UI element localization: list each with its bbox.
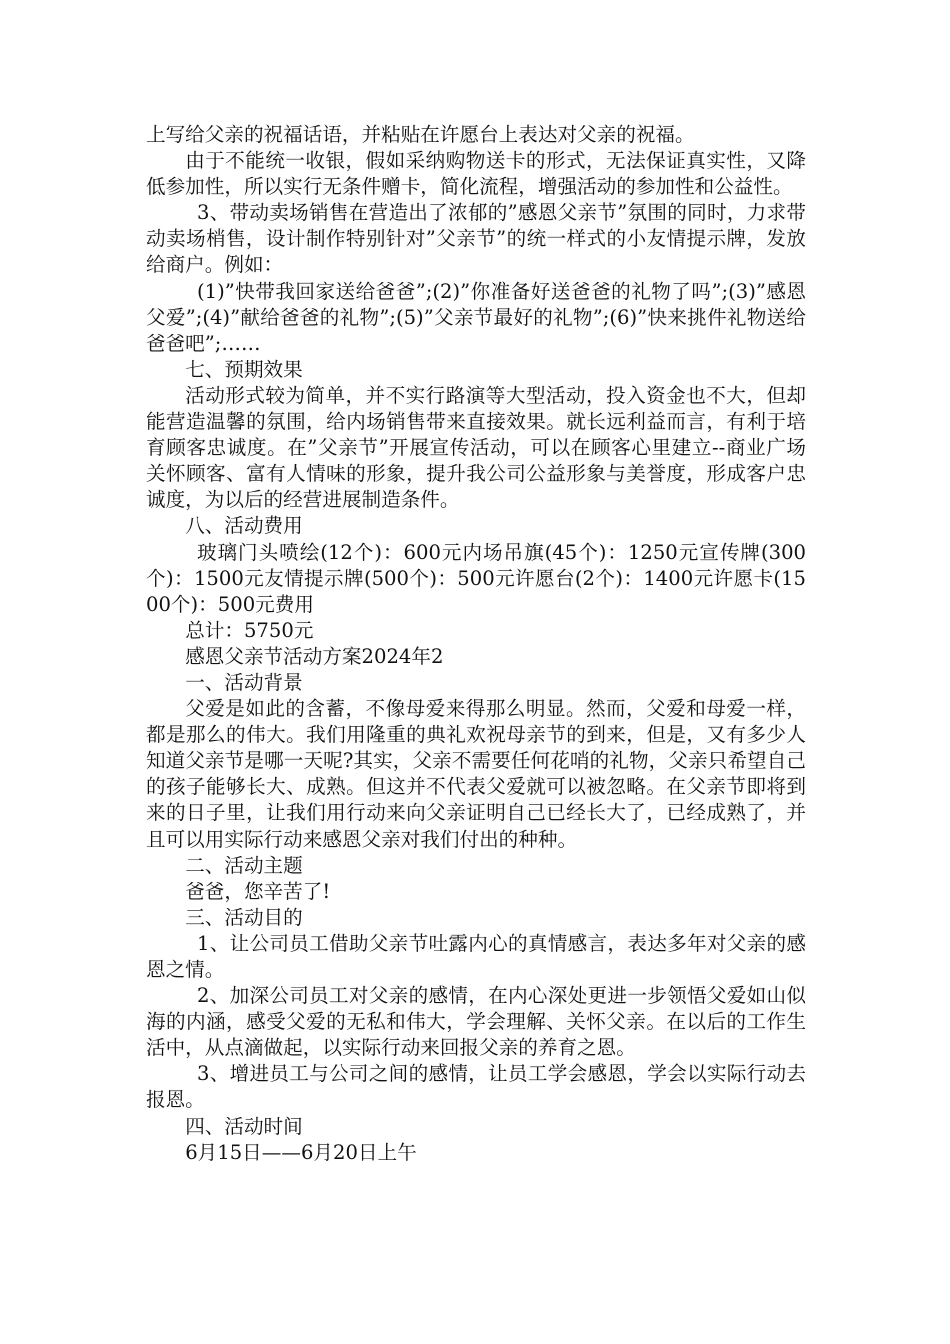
document-page — [146, 122, 806, 1166]
paragraph-background: 父爱是如此的含蓄，不像母爱来得那么明显。然而，父爱和母爱一样，都是那么的伟大。我们用隆重的典礼欢祝母亲节的到来，但是，又有多少人知道父亲节是哪一天呢?其实，父亲不需要任何花哨的礼物，父亲只希望自己的孩子能够长大、成熟。但这并不代表父爱就可以被忽略。在父亲节即将到来的日子里，让我们用行动来向父亲证明自己已经长大了，已经成熟了，并且可以用实际行动来感恩父亲对我们付出的种种。 — [146, 697, 806, 851]
heading-theme: 二、活动主题 — [185, 853, 303, 877]
heading-background: 一、活动背景 — [185, 670, 303, 694]
section-title-plan-2: 感恩父亲节活动方案2024年2 — [185, 644, 444, 668]
paragraph-purpose-1: 1、让公司员工借助父亲节吐露内心的真情感言，表达多年对父亲的感恩之情。 — [146, 931, 806, 981]
paragraph-slogan-examples: (1)”快带我回家送给爸爸”;(2)”你准备好送爸爸的礼物了吗”;(3)”感恩父爱”;(4)”献给爸爸的礼物”;(5)”父亲节最好的礼物”;(6)”快来挑件礼物送给爸爸吧”;…… — [146, 279, 806, 355]
paragraph-expected-effect: 活动形式较为简单，并不实行路演等大型活动，投入资金也不大，但却能营造温馨的氛围，给内场销售带来直接效果。就长远利益而言，有利于培育顾客忠诚度。在”父亲节”开展宣传活动，可以在顾客心里建立--商业广场关怀顾客、富有人情味的形象，提升我公司公益形象与美誉度，形成客户忠诚度，为以后的经营进展制造条件。 — [146, 383, 806, 512]
paragraph-cost-items: 玻璃门头喷绘(12个)：600元内场吊旗(45个)：1250元宣传牌(300个)：1500元友情提示牌(500个)：500元许愿台(2个)：1400元许愿卡(1500个)：500元费用 — [146, 540, 806, 616]
paragraph-theme: 爸爸，您辛苦了! — [185, 879, 331, 903]
paragraph-drive-sales: 3、带动卖场销售在营造出了浓郁的”感恩父亲节”氛围的同时，力求带动卖场梢售，设计制作特别针对”父亲节”的统一样式的小友情提示牌，发放给商户。例如： — [146, 201, 806, 277]
heading-activity-time: 四、活动时间 — [185, 1114, 303, 1138]
heading-purpose: 三、活动目的 — [185, 905, 303, 929]
paragraph-wish-cards: 上写给父亲的祝福话语，并粘贴在许愿台上表达对父亲的祝福。 — [146, 123, 695, 146]
paragraph-purpose-3: 3、增进员工与公司之间的感情，让员工学会感恩，学会以实际行动去报恩。 — [146, 1062, 806, 1112]
paragraph-free-card: 由于不能统一收银，假如采纳购物送卡的形式，无法保证真实性，又降低参加性，所以实行无条件赠卡，简化流程，增强活动的参加性和公益性。 — [146, 149, 806, 199]
paragraph-cost-total: 总计：5750元 — [185, 618, 314, 642]
paragraph-purpose-2: 2、加深公司员工对父亲的感情，在内心深处更进一步领悟父爱如山似海的内涵，感受父爱的无私和伟大，学会理解、关怀父亲。在以后的工作生活中，从点滴做起，以实际行动来回报父亲的养育之恩。 — [146, 984, 806, 1060]
heading-expected-effect: 七、预期效果 — [185, 357, 303, 381]
heading-activity-cost: 八、活动费用 — [185, 514, 303, 538]
paragraph-activity-time: 6月15日——6月20日上午 — [185, 1140, 417, 1164]
